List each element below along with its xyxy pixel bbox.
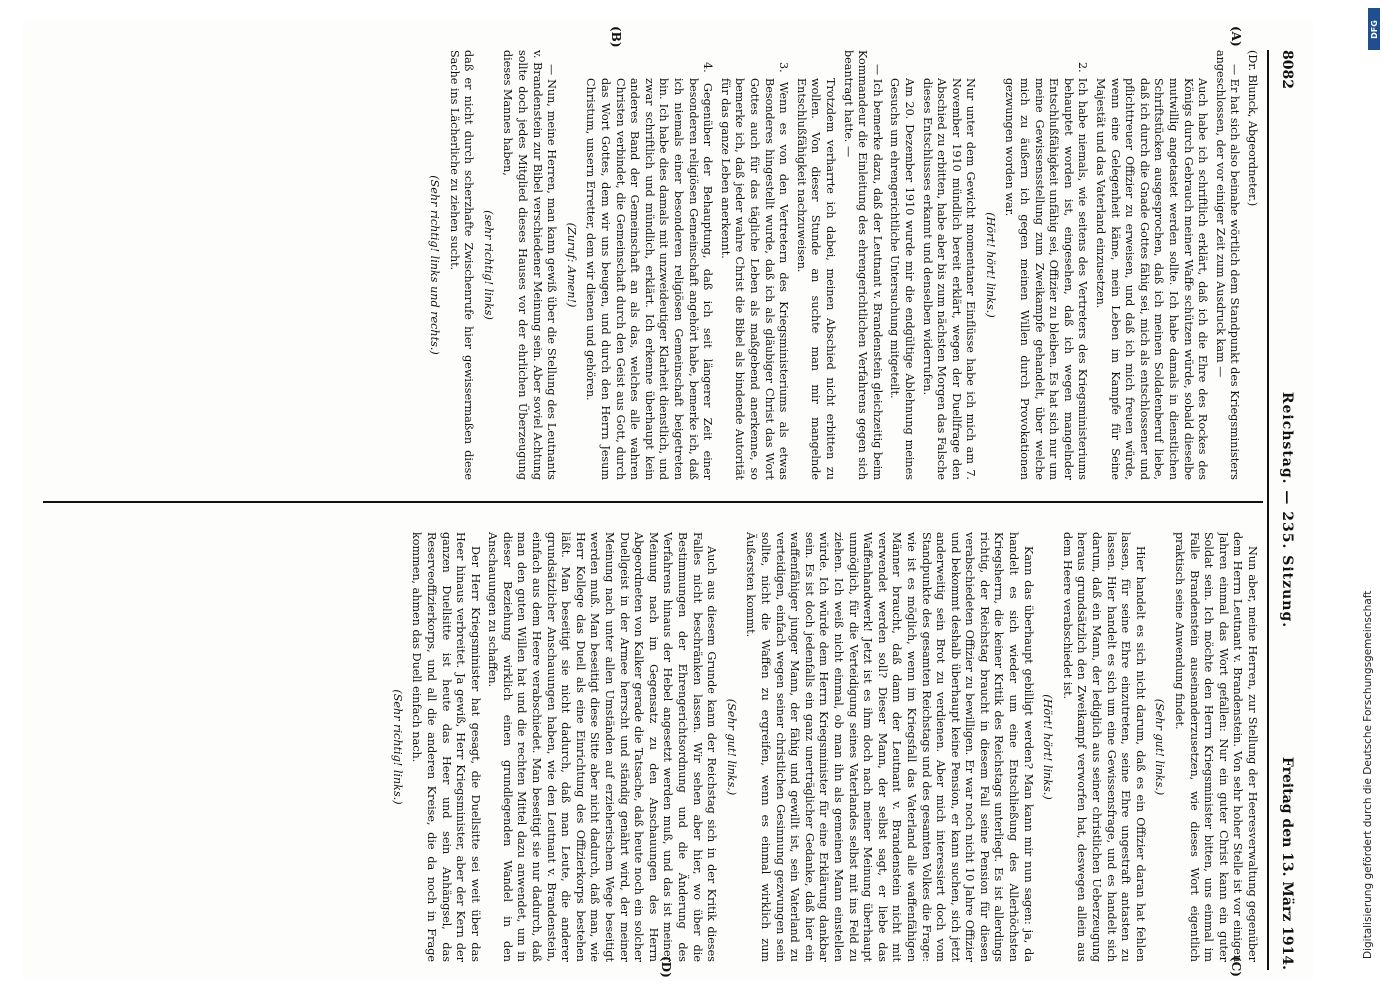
column-divider (43, 501, 1263, 503)
paragraph: Kann das überhaupt gebilligt werden? Man kann mir nun sagen: ja, da handelt es sich wieder um eine Entschließung des Allerhöchsten Kriegsherrn, die keiner Kritik des Reichstags unterliegt. Es ist allerdings richtig, der Reichstag braucht in diesem Fall seine Pension für diesen verabschiedeten Offizier zu bewilligen. Er war noch nicht 10 Jahre Offizier und bekommt deshalb überhaupt keine Pension, er kann suchen, sich jetzt anderweitig sein Brot zu verdienen. Aber mich interessiert doch vom Standpunkte des gesamten Reichstags und des gesamten Volkes die Frage: wie ist es möglich, wenn im Kriegsfall das Vaterland alle waffenfähigen Männer braucht, daß dann der Leutnant v. Brandenstein nicht mit verwendet werden soll? Dieser Mann, der selbst sagt, er liebe das Waffenhandwerk! Jetzt ist es ihm doch nach meiner Meinung überhaupt unmöglich, für die Verteidigung seines Vaterlandes selbst mit ins Feld zu ziehen. Ich weiß nicht einmal, ob man ihn als gemeinen Mann einstellen würde. Ich würde dem Herrn Kriegsminister für eine Erklärung dankbar sein. Es ist doch jedenfalls ein ganz unerträglicher Gedanke, daß hier ein waffenfähiger junger Mann, der fähig und gewillt ist, sein Vaterland zu verteidigen, einfach wegen seiner christlichen Gesinnung gezwungen sein sollte, nicht die Waffen zu ergreifen, wenn es einmal wirklich zum Äußersten kommt. (744, 532, 1035, 962)
dfg-logo (1368, 8, 1380, 50)
dfg-logo-text: DFG (1369, 19, 1379, 39)
header-rule (1267, 50, 1269, 970)
session-date: Freitag den 13. März 1914. (1279, 756, 1295, 970)
margin-marker-b: (B) (609, 26, 623, 48)
digitization-note-text: Digitalisierung gefördert durch die Deutsche Forschungsgemeinschaft (1362, 590, 1374, 959)
quoted-paragraph: Nur unter dem Gewicht momentaner Einflüsse habe ich mich am 7. November 1910 mündlich bereit erklärt, wegen der Duellfrage den Abschied zu erbitten, habe aber bis zum nächsten Morgen das Falsche dieses Entschlusses erkannt und denselben widerrufen. (920, 78, 978, 480)
interjection: (sehr richtig! links) (481, 210, 495, 320)
quoted-paragraph: Auch habe ich schriftlich erklärt, daß ich die Ehre des Rockes des Königs durch Gebrauch meiner Waffe schützen würde, sobald dieselbe mutwillig angetastet werden sollte. Ich habe damals in dienstlichen Schriftstücken ausgesprochen, daß ich meinen Soldatenberuf liebe, daß ich durch die Gnade Gottes fähig sei, mich als entschlossener und pflichttreuer Offizier zu erweisen, und daß ich mich freuen würde, wenn eine Gelegenheit käme, mein Leben im Kampfe für Seine Majestät und das Vaterland einzusetzen. (1094, 78, 1210, 480)
digitization-note (1356, 4, 1382, 996)
paragraph: — Nun, meine Herren, man kann gewiß über die Stellung des Leutnants v. Brandenstein zur Bibel verschiedener Meinung sein. Aber soviel Achtung sollte doch jedes Mitglied dieses Hauses vor der ehrlichen Überzeugung dieses Mannes haben, (501, 50, 559, 480)
left-column (44, 50, 1259, 480)
paragraph: — Er hat sich also beinahe wörtlich dem Standpunkt des Kriegsministers angeschlossen, der vor einiger Zeit zum Ausdruck kam — (1213, 50, 1242, 480)
quoted-paragraph: Am 20. Dezember 1910 wurde mir die endgültige Ablehnung meines Gesuchs um ehrengerichtliche Untersuchung mitgeteilt. (888, 78, 916, 480)
paragraph: daß er nicht durch scherzhafte Zwischenrufe hier gewissermaßen diese Sache ins Lächerliche zu ziehen sucht. (447, 50, 476, 480)
quoted-paragraph: Trotzdem verharrte ich dabei, meinen Abschied nicht erbitten zu wollen. Von dieser Stunde an suchte man mir mangelnde Entschlußfähigkeit nachzuweisen. (794, 78, 837, 480)
speaker-attribution: (Dr. Blunck, Abgeordneter.) (1246, 50, 1259, 207)
paragraph: — Ich bemerke dazu, daß der Leutnant v. Brandenstein gleichzeitig beim Kommandeur die Einleitung des ehrengerichtlichen Verfahrens gegen sich beantragt hatte. — (841, 50, 884, 480)
page-header (1271, 50, 1301, 970)
interjection: (Sehr richtig! links und rechts.) (428, 175, 442, 355)
margin-marker-d: (D) (659, 956, 673, 978)
quoted-paragraph: 2. Ich habe niemals, wie seitens des Vertreters des Kriegsministeriums behauptet worden ist, eingesehen, daß ich wegen mangelnder Entschlußfähigkeit unfähig sei, Offizier zu bleiben. Es hat sich nur um meine Gewissensstellung zum Zweikampfe gehandelt, über welche mich zu äußern ich gegen meinen Willen durch Provokationen gezwungen worden war. (1003, 62, 1090, 480)
interjection: (Zuruf: Amen!) (564, 222, 578, 308)
paragraph: Der Herr Kriegsminister hat gesagt, die Duellsitte sei weit über das Heer hinaus verbreitet. Ja gewiß, Herr Kriegsminister, aber der Kern der ganzen Duellsitte ist heute das Heer und sein Anhängsel, das Reserveoffizierkorps, und all die anderen Kreise, die da noch in Frage kommen, ahmen das Duell einfach nach. (410, 532, 482, 962)
interjection: (Sehr gut! links.) (1153, 698, 1167, 796)
page-number: 8082 (1279, 50, 1295, 89)
margin-marker-c: (C) (1229, 956, 1243, 977)
session-title: Reichstag. — 235. Sitzung. (1279, 391, 1295, 629)
right-column (44, 532, 1259, 962)
interjection: (Sehr gut! links.) (724, 698, 738, 796)
paragraph: Nun aber, meine Herren, zur Stellung der Heeresverwaltung gegenüber dem Herrn Leutnant v. Brandenstein. Von sehr hoher Stelle ist vor einigen Jahren einmal das Wort gefallen: Nur ein guter Christ kann ein guter Soldat sein. Ich möchte den Herrn Kriegsminister bitten, uns einmal im Falle Brandenstein auseinanderzusetzen, wie dieses Wort eigentlich praktisch seine Anwendung findet. (1173, 532, 1259, 962)
rotated-page (23, 20, 1313, 980)
margin-marker-a: (A) (1229, 26, 1243, 47)
quoted-paragraph: 4. Gegenüber der Behauptung, daß ich seit längerer Zeit einer besonderen religiösen Gemeinschaft angehört habe, bemerke ich, daß ich niemals einer besonderen religiösen Gemeinschaft beigetreten bin. Ich habe dies damals mit unzweideutiger Klarheit dienstlich, und zwar schriftlich und mündlich, erklärt. Ich erkenne überhaupt kein anderes Band der Gemeinschaft an als das, welches alle wahren Christen verbindet, die Gemeinschaft durch den Geist aus Gott, durch das Wort Gottes, dem wir uns beugen, und durch den Herrn Jesum Christum, unsern Erretter, dem wir dienen und gehören. (584, 62, 715, 480)
interjection: (Sehr richtig! links.) (390, 689, 404, 805)
quoted-paragraph: 3. Wenn es von den Vertretern des Kriegsministeriums als etwas Besonderes hingestellt wurde, daß ich als gläubiger Christ das Wort Gottes auch für das tägliche Leben als maßgebend anerkenne, so bemerke ich, daß jeder wahre Christ die Bibel als bindende Autorität für das ganze Leben anerkennt. (718, 62, 791, 480)
interjection: (Hört! hört! links.) (1041, 694, 1055, 800)
interjection: (Hört! hört! links.) (983, 212, 997, 318)
paragraph: Hier handelt es sich nicht darum, daß es ein Offizier daran hat fehlen lassen, für seine Ehre einzutreten, seine Ehre ungestraft antasten zu lassen. Hier handelt es sich um eine Gewissensfrage, und es handelt sich darum, daß ein Mann, der lediglich aus seiner christlichen Ueberzeugung heraus grundsätzlich den Zweikampf verworfen hat, deswegen allein aus dem Heere verabschiedet ist. (1060, 532, 1147, 962)
paragraph: Auch aus diesem Grunde kann der Reichstag sich in der Kritik dieses Falles nicht beschränken lassen. Wir sehen aber hier, wo über die Bestimmungen der Ehrengerichtsordnung und die Änderung des Verfahrens hinaus der Hebel angesetzt werden muß, und das ist meiner Meinung nach im Gegensatz zu den Anschauungen des Herrn Abgeordneten von Kalker gerade die Tatsache, daß heute noch ein solcher Duellgeist in der Armee herrscht und ständig genährt wird, der meiner Meinung nach unter allen Umständen auf erzieherischem Wege beseitigt werden muß. Man beseitigt diese Sitte aber nicht dadurch, daß man, wie Herr Kollege das Duell als eine Einrichtung des Offizierkorps bestehen läßt. Man beseitigt sie nicht dadurch, daß man Leute, die anderer grundsätzlicher Anschauungen haben, wie den Leutnant v. Brandenstein, einfach aus dem Heere verabschiedet. Man beseitigt sie nur dadurch, daß man den guten Willen hat und die rechten Mittel dazu anwendet, um in dieser Beziehung wirklich einen grundlegenden Wandel in den Anschauungen zu schaffen. (486, 532, 719, 962)
